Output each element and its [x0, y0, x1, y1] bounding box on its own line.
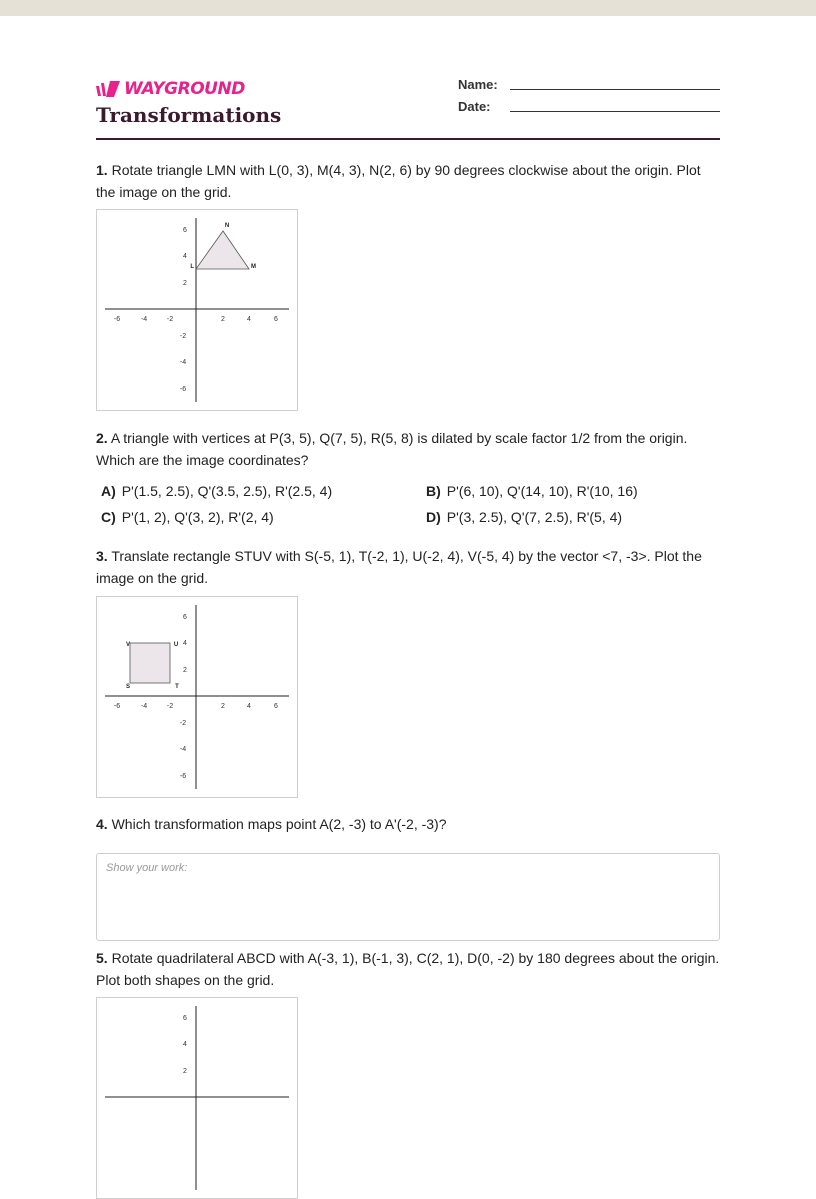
choice-text: P'(1.5, 2.5), Q'(3.5, 2.5), R'(2.5, 4): [121, 483, 333, 499]
tick-label: 4: [247, 316, 251, 323]
date-label: Date:: [458, 99, 491, 114]
coordinate-grid-3[interactable]: [96, 596, 298, 798]
tick-label: -4: [140, 703, 148, 710]
choice-text: P'(6, 10), Q'(14, 10), R'(10, 16): [446, 483, 638, 499]
rectangle-stuv: [130, 643, 170, 683]
choice-text: P'(3, 2.5), Q'(7, 2.5), R'(5, 4): [446, 509, 623, 525]
question-number: 3.: [96, 548, 108, 564]
vertex-label: S: [125, 684, 131, 690]
brand-name: WAYGROUND: [124, 79, 245, 99]
tick-label: -6: [179, 386, 187, 393]
vertex-label: N: [224, 223, 230, 229]
choice-c[interactable]: [101, 509, 274, 525]
question-number: 2.: [96, 430, 108, 446]
question-text: Translate rectangle STUV with S(-5, 1), T(-2, 1), U(-2, 4), V(-5, 4) by the vector <7, -3>. Plot the image on the grid.: [96, 548, 702, 586]
tick-label: 2: [221, 703, 225, 710]
vertex-label: U: [173, 642, 179, 648]
tick-label: 4: [183, 1041, 187, 1048]
vertex-label: M: [251, 264, 256, 270]
question-text: Rotate quadrilateral ABCD with A(-3, 1), B(-1, 3), C(2, 1), D(0, -2) by 180 degrees about the origin. Plot both shapes on the grid.: [96, 950, 720, 988]
question-1: [96, 159, 720, 203]
question-3: [96, 545, 720, 589]
choice-letter: A): [101, 483, 116, 499]
wayground-logo-icon: [96, 80, 120, 98]
coordinate-grid-5[interactable]: [96, 997, 298, 1199]
work-placeholder: Show your work:: [106, 862, 188, 874]
question-5: [96, 947, 720, 991]
choice-d[interactable]: [426, 509, 622, 525]
question-number: 5.: [96, 950, 108, 966]
tick-label: -6: [113, 703, 121, 710]
tick-label: -2: [179, 720, 187, 727]
tick-label: -4: [179, 746, 187, 753]
tick-label: 2: [183, 667, 187, 674]
top-bar: [0, 0, 816, 16]
coordinate-grid-1[interactable]: [96, 209, 298, 411]
tick-label: 6: [183, 227, 187, 234]
tick-label: 2: [183, 280, 187, 287]
tick-label: 6: [183, 1015, 187, 1022]
tick-label: 2: [183, 1068, 187, 1075]
question-text: Rotate triangle LMN with L(0, 3), M(4, 3), N(2, 6) by 90 degrees clockwise about the origin. Plot the image on the grid.: [96, 162, 701, 200]
brand-logo: [96, 79, 245, 99]
tick-label: 6: [183, 614, 187, 621]
choice-letter: D): [426, 509, 441, 525]
name-line[interactable]: [510, 89, 720, 90]
tick-label: 4: [183, 640, 187, 647]
tick-label: -6: [113, 316, 121, 323]
name-label: Name:: [458, 77, 498, 92]
tick-label: 2: [221, 316, 225, 323]
choice-b[interactable]: [426, 483, 638, 499]
tick-label: 4: [183, 253, 187, 260]
tick-label: -2: [166, 703, 174, 710]
question-2: [96, 427, 720, 471]
choice-text: P'(1, 2), Q'(3, 2), R'(2, 4): [121, 509, 274, 525]
vertex-label: T: [175, 684, 179, 690]
question-number: 4.: [96, 816, 108, 832]
tick-label: 4: [247, 703, 251, 710]
tick-label: -2: [166, 316, 174, 323]
vertex-label: V: [125, 642, 131, 648]
work-answer-box[interactable]: [96, 853, 720, 941]
question-number: 1.: [96, 162, 108, 178]
date-field[interactable]: [458, 99, 720, 114]
tick-label: -4: [179, 359, 187, 366]
tick-label: -4: [140, 316, 148, 323]
choice-letter: C): [101, 509, 116, 525]
header-divider: [96, 138, 720, 140]
choice-letter: B): [426, 483, 441, 499]
question-4: [96, 813, 720, 835]
question-text: Which transformation maps point A(2, -3) to A'(-2, -3)?: [111, 816, 447, 832]
name-field[interactable]: [458, 77, 720, 92]
question-text: A triangle with vertices at P(3, 5), Q(7, 5), R(5, 8) is dilated by scale factor 1/2 from the origin. Which are the image coordinates?: [96, 430, 688, 468]
date-line[interactable]: [510, 111, 720, 112]
vertex-label: L: [190, 264, 194, 270]
page-title: Transformations: [96, 103, 282, 127]
choice-a[interactable]: [101, 483, 332, 499]
triangle-lmn: [196, 231, 249, 269]
tick-label: 6: [274, 316, 278, 323]
tick-label: -2: [179, 333, 187, 340]
tick-label: -6: [179, 773, 187, 780]
tick-label: 6: [274, 703, 278, 710]
